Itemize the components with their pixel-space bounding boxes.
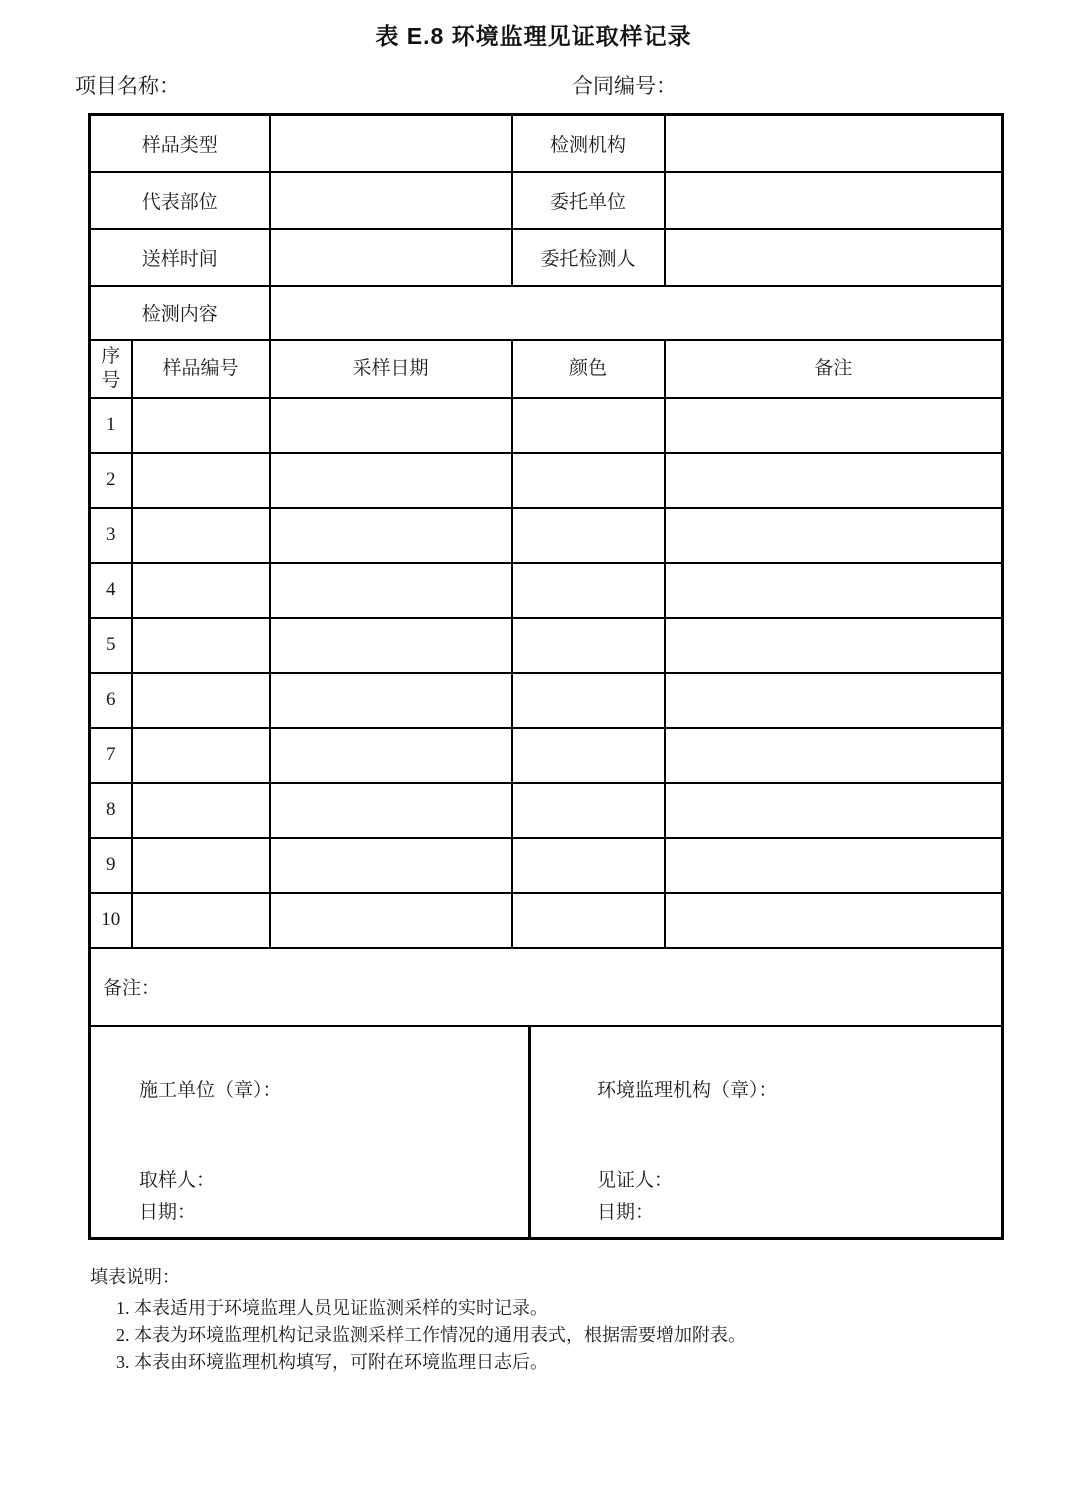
- table-row: [90, 618, 1003, 673]
- signature-section: [91, 1027, 1001, 1237]
- contract-number-label: 合同编号：: [572, 74, 677, 98]
- construction-unit-seal-label: 施工单位（章）：: [139, 1079, 282, 1101]
- table-row: [90, 508, 1003, 563]
- sampling-date-cell: [270, 838, 512, 893]
- represented-part-label-cell: 代表部位: [90, 172, 270, 229]
- remark-cell: [665, 838, 1003, 893]
- signature-cell: [90, 1026, 1003, 1239]
- remark-cell: [665, 398, 1003, 453]
- project-name-label: 项目名称：: [75, 74, 180, 98]
- sample-number-cell: [132, 508, 270, 563]
- sample-number-cell: [132, 398, 270, 453]
- row-number-cell: 4: [90, 563, 132, 618]
- row-number-cell: 2: [90, 453, 132, 508]
- row-number-cell: 6: [90, 673, 132, 728]
- sample-number-cell: [132, 618, 270, 673]
- remark-cell: [665, 893, 1003, 948]
- color-cell: [512, 728, 665, 783]
- sampling-record-table: [88, 113, 1004, 1240]
- row-number-cell: 3: [90, 508, 132, 563]
- color-cell: [512, 508, 665, 563]
- info-row-1: [90, 115, 1003, 172]
- sample-number-cell: [132, 563, 270, 618]
- table-row: [90, 728, 1003, 783]
- color-cell: [512, 838, 665, 893]
- sampling-date-cell: [270, 893, 512, 948]
- fill-instructions: [90, 1263, 990, 1376]
- test-content-value-cell: [270, 286, 1003, 340]
- testing-agency-label-cell: 检测机构: [512, 115, 665, 172]
- remark-cell: [665, 453, 1003, 508]
- signature-row: [90, 1026, 1003, 1239]
- test-content-row: [90, 286, 1003, 340]
- sample-number-cell: [132, 838, 270, 893]
- fill-instructions-title: 填表说明：: [90, 1267, 180, 1287]
- table-row: [90, 893, 1003, 948]
- table-row: [90, 783, 1003, 838]
- col-header-sampling-date: 采样日期: [270, 340, 512, 398]
- row-number-cell: 5: [90, 618, 132, 673]
- represented-part-value-cell: [270, 172, 512, 229]
- entrusted-tester-label-cell: 委托检测人: [512, 229, 665, 286]
- sampling-date-cell: [270, 398, 512, 453]
- remarks-cell: 备注：: [90, 948, 1003, 1026]
- test-content-label-cell: 检测内容: [90, 286, 270, 340]
- witness-date-label: 日期：: [597, 1201, 655, 1223]
- sample-number-cell: [132, 673, 270, 728]
- col-header-serial: 序号: [90, 340, 132, 398]
- row-number-cell: 8: [90, 783, 132, 838]
- col-header-color: 颜色: [512, 340, 665, 398]
- witness-label: 见证人：: [597, 1169, 674, 1191]
- color-cell: [512, 783, 665, 838]
- sampling-date-cell: [270, 728, 512, 783]
- delivery-time-value-cell: [270, 229, 512, 286]
- sample-number-cell: [132, 453, 270, 508]
- supervision-agency-seal-label: 环境监理机构（章）：: [597, 1079, 778, 1101]
- remark-cell: [665, 618, 1003, 673]
- sampling-date-cell: [270, 508, 512, 563]
- page-title: 表 E.8 环境监理见证取样记录: [375, 23, 692, 49]
- meta-row: [0, 70, 1067, 100]
- sample-number-cell: [132, 893, 270, 948]
- remark-cell: [665, 728, 1003, 783]
- sampling-date-cell: [270, 783, 512, 838]
- color-cell: [512, 673, 665, 728]
- color-cell: [512, 893, 665, 948]
- sampler-date-label: 日期：: [139, 1201, 197, 1223]
- col-header-sample-number: 样品编号: [132, 340, 270, 398]
- info-row-2: [90, 172, 1003, 229]
- table-row: [90, 453, 1003, 508]
- fill-instruction-item-1: 1. 本表适用于环境监理人员见证监测采样的实时记录。: [116, 1298, 548, 1318]
- fill-instruction-item-2: 2. 本表为环境监理机构记录监测采样工作情况的通用表式，根据需要增加附表。: [116, 1325, 746, 1345]
- sample-type-label-cell: 样品类型: [90, 115, 270, 172]
- color-cell: [512, 618, 665, 673]
- sampling-date-cell: [270, 673, 512, 728]
- color-cell: [512, 398, 665, 453]
- construction-unit-signature-box: [91, 1027, 531, 1237]
- color-cell: [512, 453, 665, 508]
- sampling-date-cell: [270, 453, 512, 508]
- sampling-date-cell: [270, 618, 512, 673]
- table-row: [90, 398, 1003, 453]
- row-number-cell: 10: [90, 893, 132, 948]
- remark-cell: [665, 673, 1003, 728]
- row-number-cell: 9: [90, 838, 132, 893]
- table-row: [90, 838, 1003, 893]
- sample-number-cell: [132, 783, 270, 838]
- testing-agency-value-cell: [665, 115, 1003, 172]
- remark-cell: [665, 563, 1003, 618]
- info-row-3: [90, 229, 1003, 286]
- table-header-row: [90, 340, 1003, 398]
- sample-type-value-cell: [270, 115, 512, 172]
- sampler-label: 取样人：: [139, 1169, 216, 1191]
- remark-cell: [665, 783, 1003, 838]
- delivery-time-label-cell: 送样时间: [90, 229, 270, 286]
- remarks-row: [90, 948, 1003, 1026]
- color-cell: [512, 563, 665, 618]
- entrusted-tester-value-cell: [665, 229, 1003, 286]
- row-number-cell: 1: [90, 398, 132, 453]
- supervision-agency-signature-box: [531, 1027, 1001, 1237]
- table-row: [90, 673, 1003, 728]
- table-row: [90, 563, 1003, 618]
- entrusting-unit-value-cell: [665, 172, 1003, 229]
- remark-cell: [665, 508, 1003, 563]
- col-header-remark: 备注: [665, 340, 1003, 398]
- fill-instruction-item-3: 3. 本表由环境监理机构填写，可附在环境监理日志后。: [116, 1352, 548, 1372]
- entrusting-unit-label-cell: 委托单位: [512, 172, 665, 229]
- row-number-cell: 7: [90, 728, 132, 783]
- sampling-date-cell: [270, 563, 512, 618]
- sample-number-cell: [132, 728, 270, 783]
